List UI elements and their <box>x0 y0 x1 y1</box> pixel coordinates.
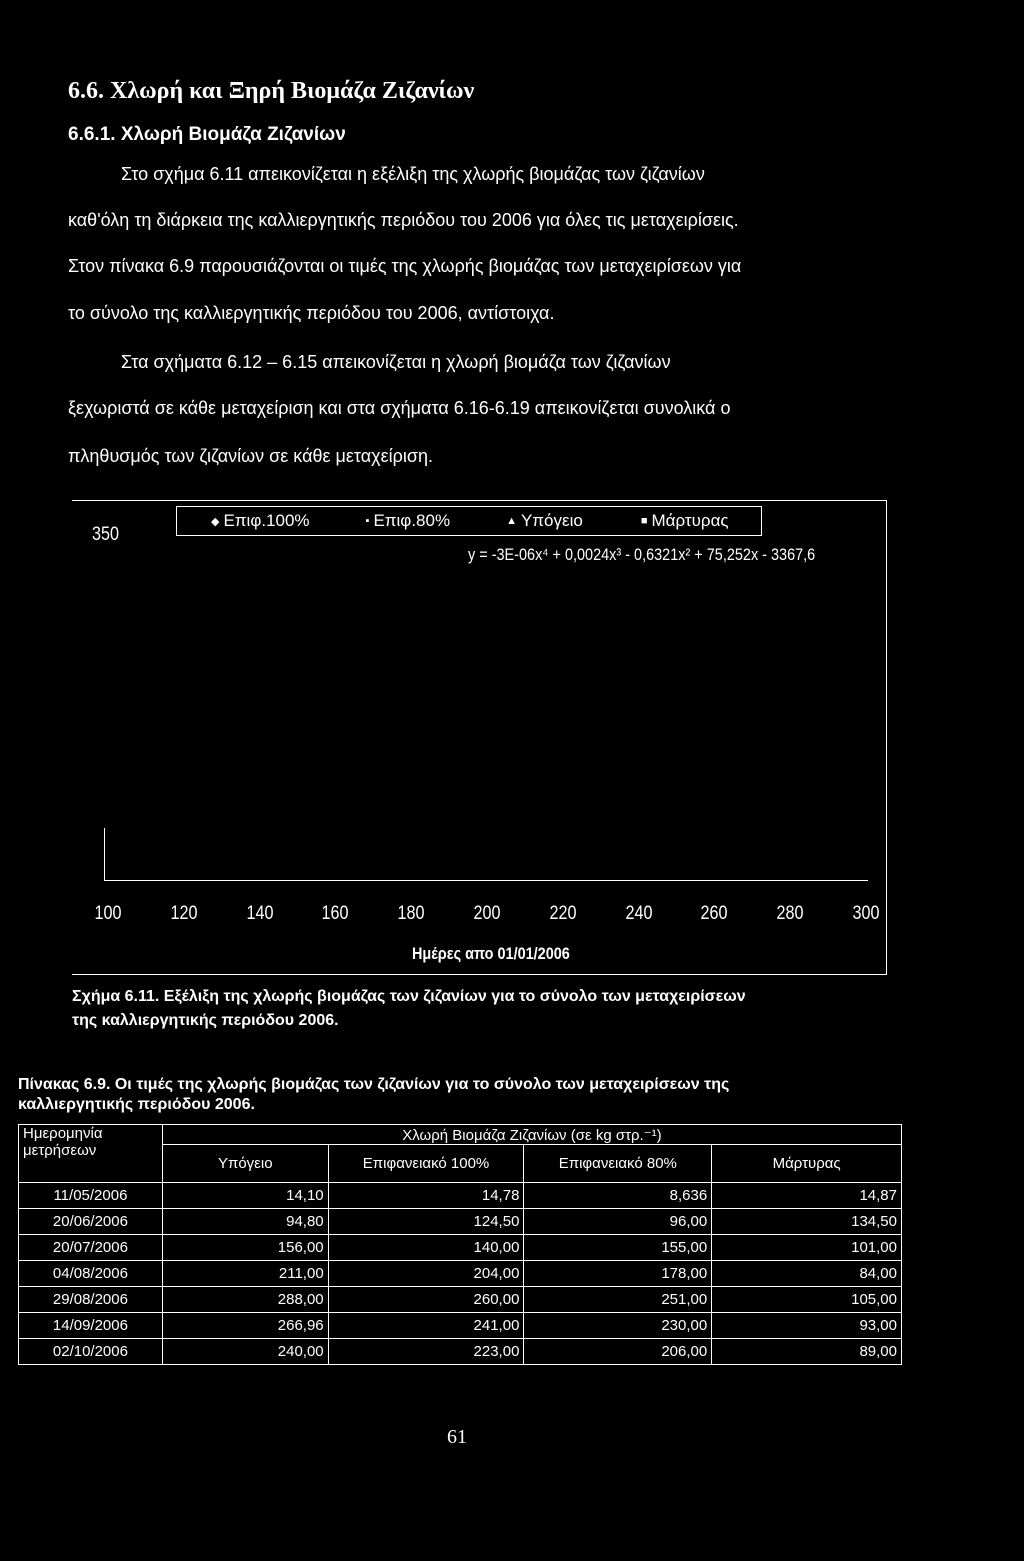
table-row <box>19 1209 902 1235</box>
value-cell: 134,50 <box>712 1209 902 1235</box>
legend-item-martyras <box>641 511 729 531</box>
x-tick-label: 160 <box>321 903 349 924</box>
value-cell: 266,96 <box>162 1313 328 1339</box>
triangle-marker-icon: ▲ <box>506 515 517 527</box>
value-cell: 251,00 <box>524 1287 712 1313</box>
value-cell: 8,636 <box>524 1183 712 1209</box>
table-body <box>19 1183 902 1365</box>
value-cell: 156,00 <box>162 1235 328 1261</box>
x-tick-label: 180 <box>397 903 425 924</box>
legend-item-ypogeio <box>506 511 583 531</box>
date-cell: 20/07/2006 <box>19 1235 163 1261</box>
value-cell: 211,00 <box>162 1261 328 1287</box>
figure-caption-line: της καλλιεργητικής περιόδου 2006. <box>72 1012 339 1029</box>
diamond-marker-icon: ◆ <box>211 515 220 528</box>
paragraph-line: το σύνολο της καλλιεργητικής περιόδου του 2006, αντίστοιχα. <box>68 303 555 323</box>
value-cell: 89,00 <box>712 1339 902 1365</box>
x-tick-label: 120 <box>170 903 198 924</box>
column-header: Υπόγειο <box>162 1145 328 1183</box>
value-cell: 206,00 <box>524 1339 712 1365</box>
paragraph-line: καθ'όλη τη διάρκεια της καλλιεργητικής περιόδου του 2006 για όλες τις μεταχειρίσεις. <box>68 210 739 230</box>
value-cell: 14,78 <box>328 1183 524 1209</box>
value-cell: 260,00 <box>328 1287 524 1313</box>
x-tick-label: 240 <box>625 903 653 924</box>
small-square-marker-icon: ▪ <box>365 515 370 527</box>
table-row <box>19 1313 902 1339</box>
x-tick-label: 300 <box>852 903 880 924</box>
table-row <box>19 1183 902 1209</box>
value-cell: 155,00 <box>524 1235 712 1261</box>
paragraph-line: Στο σχήμα 6.11 απεικονίζεται η εξέλιξη της χλωρής βιομάζας των ζιζανίων <box>121 164 705 184</box>
value-cell: 124,50 <box>328 1209 524 1235</box>
value-cell: 204,00 <box>328 1261 524 1287</box>
group-header: Χλωρή Βιομάζα Ζιζανίων (σε kg στρ.⁻¹) <box>162 1125 901 1145</box>
paragraph-line: ξεχωριστά σε κάθε μεταχείριση και στα σχήματα 6.16-6.19 απεικονίζεται συνολικά ο <box>68 398 731 418</box>
table-row <box>19 1235 902 1261</box>
value-cell: 84,00 <box>712 1261 902 1287</box>
column-header: Μάρτυρας <box>712 1145 902 1183</box>
value-cell: 93,00 <box>712 1313 902 1339</box>
value-cell: 241,00 <box>328 1313 524 1339</box>
date-cell: 29/08/2006 <box>19 1287 163 1313</box>
table-caption-line: καλλιεργητικής περιόδου 2006. <box>18 1096 255 1113</box>
section-title: 6.6. Χλωρή και Ξηρή Βιομάζα Ζιζανίων <box>68 78 475 104</box>
y-axis-line <box>104 828 105 880</box>
value-cell: 105,00 <box>712 1287 902 1313</box>
figure-caption-line: Σχήμα 6.11. Εξέλιξη της χλωρής βιομάζας των ζιζανίων για το σύνολο των μεταχειρίσεων <box>72 988 746 1005</box>
date-cell: 11/05/2006 <box>19 1183 163 1209</box>
x-axis-title: Ημέρες απο 01/01/2006 <box>412 944 570 963</box>
paragraph-line: Στα σχήματα 6.12 – 6.15 απεικονίζεται η χλωρή βιομάζα των ζιζανίων <box>121 352 671 372</box>
value-cell: 140,00 <box>328 1235 524 1261</box>
legend-item-epif80 <box>366 511 451 531</box>
legend-label: Μάρτυρας <box>651 511 729 530</box>
legend-item-epif100 <box>211 511 310 531</box>
trendline-equation: y = -3E-06x⁴ + 0,0024x³ - 0,6321x² + 75,252x - 3367,6 <box>468 545 816 564</box>
value-cell: 223,00 <box>328 1339 524 1365</box>
legend-label: Υπόγειο <box>520 511 583 530</box>
value-cell: 240,00 <box>162 1339 328 1365</box>
legend-label: Επιφ.80% <box>373 511 451 530</box>
date-header: Ημερομηνία μετρήσεων <box>19 1125 163 1183</box>
value-cell: 14,10 <box>162 1183 328 1209</box>
y-tick-label: 350 <box>92 524 119 545</box>
date-cell: 02/10/2006 <box>19 1339 163 1365</box>
x-tick-label: 280 <box>776 903 804 924</box>
column-header: Επιφανειακό 100% <box>328 1145 524 1183</box>
date-cell: 04/08/2006 <box>19 1261 163 1287</box>
x-tick-label: 200 <box>473 903 501 924</box>
x-tick-label: 100 <box>94 903 122 924</box>
value-cell: 230,00 <box>524 1313 712 1339</box>
value-cell: 94,80 <box>162 1209 328 1235</box>
legend-label: Επιφ.100% <box>223 511 310 530</box>
column-header: Επιφανειακό 80% <box>524 1145 712 1183</box>
subsection-title: 6.6.1. Χλωρή Βιομάζα Ζιζανίων <box>68 124 346 145</box>
table-row <box>19 1339 902 1365</box>
value-cell: 101,00 <box>712 1235 902 1261</box>
x-tick-label: 260 <box>700 903 728 924</box>
value-cell: 14,87 <box>712 1183 902 1209</box>
value-cell: 96,00 <box>524 1209 712 1235</box>
chart-legend <box>176 506 762 536</box>
paragraph-line: πληθυσμός των ζιζανίων σε κάθε μεταχείριση. <box>68 446 434 466</box>
x-tick-label: 220 <box>549 903 577 924</box>
square-marker-icon: ■ <box>640 515 648 527</box>
paragraph-line: Στον πίνακα 6.9 παρουσιάζονται οι τιμές της χλωρής βιομάζας των μεταχειρίσεων για <box>68 256 742 276</box>
page-number: 61 <box>447 1426 467 1448</box>
x-tick-label: 140 <box>246 903 274 924</box>
date-cell: 14/09/2006 <box>19 1313 163 1339</box>
table-caption-line: Πίνακας 6.9. Οι τιμές της χλωρής βιομάζας των ζιζανίων για το σύνολο των μεταχειρίσεων της <box>18 1076 730 1093</box>
value-cell: 288,00 <box>162 1287 328 1313</box>
date-cell: 20/06/2006 <box>19 1209 163 1235</box>
table-row <box>19 1261 902 1287</box>
biomass-table <box>18 1124 902 1365</box>
table-row <box>19 1287 902 1313</box>
value-cell: 178,00 <box>524 1261 712 1287</box>
x-axis-line <box>104 880 868 881</box>
